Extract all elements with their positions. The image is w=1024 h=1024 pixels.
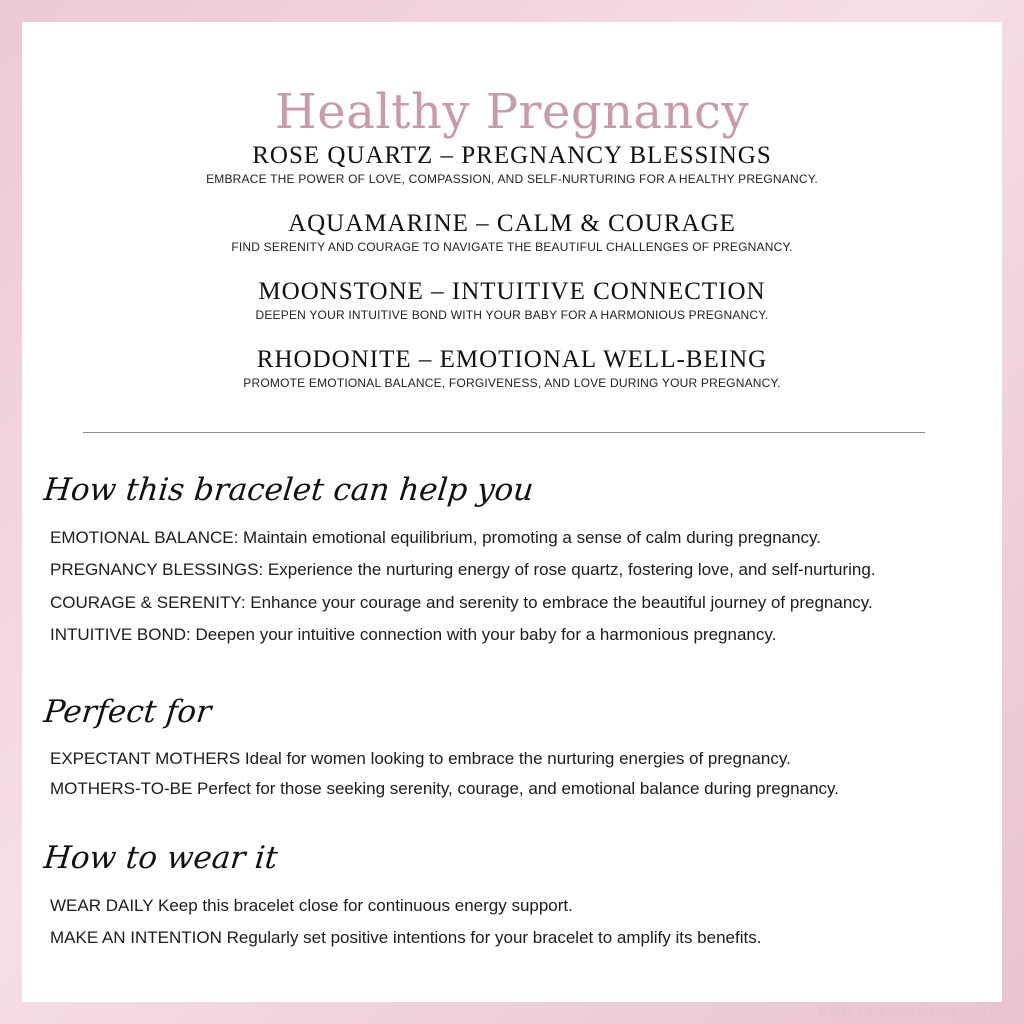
stone-moonstone xyxy=(22,278,1002,322)
help-item: EMOTIONAL BALANCE: Maintain emotional equilibrium, promoting a sense of calm during pregnancy. xyxy=(50,528,822,547)
stone-heading: RHODONITE – EMOTIONAL WELL-BEING xyxy=(256,346,768,373)
stone-aquamarine xyxy=(22,210,1002,254)
perfect-for-heading: Perfect for xyxy=(42,694,213,730)
stone-rhodonite xyxy=(22,346,1002,390)
stone-rose-quartz xyxy=(22,142,1002,186)
how-to-wear-heading: How to wear it xyxy=(42,840,280,876)
how-to-wear-item: MAKE AN INTENTION Regularly set positive intentions for your bracelet to amplify its benefits. xyxy=(50,928,762,947)
perfect-for-item: EXPECTANT MOTHERS Ideal for women looking to embrace the nurturing energies of pregnancy. xyxy=(50,749,791,768)
stone-heading: AQUAMARINE – CALM & COURAGE xyxy=(288,210,736,237)
perfect-for-item: MOTHERS-TO-BE Perfect for those seeking serenity, courage, and emotional balance during pregnancy. xyxy=(50,779,840,798)
stone-description: DEEPEN YOUR INTUITIVE BOND WITH YOUR BABY FOR A HARMONIOUS PREGNANCY. xyxy=(255,308,769,322)
info-card xyxy=(22,22,1002,1002)
brand-watermark: K&M CRYSTAL JEWELRY xyxy=(817,1004,998,1019)
stone-description: PROMOTE EMOTIONAL BALANCE, FORGIVENESS, AND LOVE DURING YOUR PREGNANCY. xyxy=(243,376,781,390)
help-item: COURAGE & SERENITY: Enhance your courage and serenity to embrace the beautiful journey of pregnancy. xyxy=(50,593,873,612)
help-item: PREGNANCY BLESSINGS: Experience the nurturing energy of rose quartz, fostering love, and self-nurturing. xyxy=(50,560,876,579)
stone-description: EMBRACE THE POWER OF LOVE, COMPASSION, AND SELF-NURTURING FOR A HEALTHY PREGNANCY. xyxy=(206,172,818,186)
help-item: INTUITIVE BOND: Deepen your intuitive connection with your baby for a harmonious pregnancy. xyxy=(50,625,777,644)
stone-description: FIND SERENITY AND COURAGE TO NAVIGATE THE BEAUTIFUL CHALLENGES OF PREGNANCY. xyxy=(231,240,793,254)
help-heading: How this bracelet can help you xyxy=(42,472,536,508)
stone-heading: MOONSTONE – INTUITIVE CONNECTION xyxy=(258,278,766,305)
page-title: Healthy Pregnancy xyxy=(274,84,750,140)
how-to-wear-item: WEAR DAILY Keep this bracelet close for continuous energy support. xyxy=(50,896,573,915)
stone-heading: ROSE QUARTZ – PREGNANCY BLESSINGS xyxy=(252,142,772,169)
section-divider xyxy=(83,432,925,433)
